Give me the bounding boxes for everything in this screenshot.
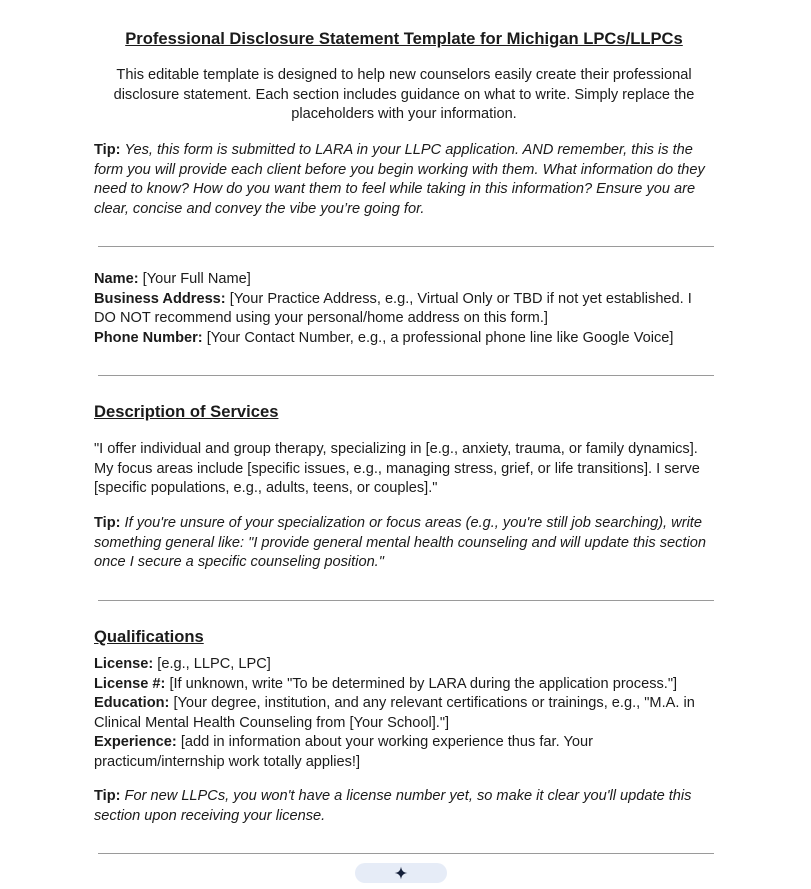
name-line [94,270,714,290]
tip-text: For new LLPCs, you won't have a license number yet, so make it clear you'll update this section upon receiving your license. [94,788,692,824]
education-line [94,694,714,733]
tip-intro [94,141,714,219]
services-tip [94,514,714,573]
tip-label: Tip: [94,515,121,531]
services-body: "I offer individual and group therapy, specializing in [e.g., anxiety, trauma, or family dynamics]. My focus areas include [specific issues, e.g., managing stress, grief, or life transitions]. I serve [specific populations, e.g., adults, teens, or couples]." [94,441,700,496]
experience-label: Experience: [94,734,177,750]
phone-value: [Your Contact Number, e.g., a professional phone line like Google Voice] [206,329,674,346]
phone-line [94,329,714,349]
license-number-label: License #: [94,675,166,692]
address-label: Business Address: [94,290,226,307]
tip-label: Tip: [94,788,121,804]
ai-assist-button[interactable] [355,863,447,883]
sparkle-icon [394,866,408,880]
license-value: [e.g., LLPC, LPC] [157,656,271,672]
name-label: Name: [94,271,139,287]
qualifications-heading: Qualifications [94,627,204,646]
tip-label: Tip: [94,142,121,158]
license-line [94,655,714,675]
tip-text: If you're unsure of your specialization or focus areas (e.g., you're still job searching), write something general like: "I provide general mental health counseling and will update this section once I secure a specific counseling position." [94,515,707,570]
name-value: [Your Full Name] [142,271,251,287]
page-title: Professional Disclosure Statement Template for Michigan LPCs/LLPCs [125,29,683,48]
qualifications-tip [94,787,714,826]
address-value: [Your Practice Address, e.g., Virtual Only or TBD if not yet established. I DO NOT recommend using your personal/home address on this form.] [94,290,692,326]
qualifications-list [94,655,714,772]
services-heading: Description of Services [94,402,279,421]
divider [98,246,714,247]
divider [98,853,714,854]
experience-value: [add in information about your working experience thus far. Your practicum/internship work totally applies!] [94,734,593,770]
phone-label: Phone Number: [94,329,203,346]
education-value: [Your degree, institution, and any relevant certifications or trainings, e.g., "M.A. in Clinical Mental Health Counseling from [Your School]."] [94,695,695,731]
address-line [94,290,714,329]
intro-paragraph: This editable template is designed to help new counselors easily create their professional disclosure statement. Each section includes guidance on what to write. Simply replace the placeholders with your information. [113,67,695,122]
license-number-value: [If unknown, write "To be determined by LARA during the application process."] [169,675,678,692]
experience-line [94,733,714,772]
license-label: License: [94,656,154,672]
license-number-line [94,675,714,695]
education-label: Education: [94,695,170,711]
tip-text: Yes, this form is submitted to LARA in your LLPC application. AND remember, this is the form you will provide each client before you begin working with them. What information do they need to know? How do you want them to feel while taking in this information? Ensure you are clear, concise and convey the vibe you’re going for. [94,142,705,217]
divider [98,375,714,376]
divider [98,600,714,601]
contact-section [94,270,714,348]
